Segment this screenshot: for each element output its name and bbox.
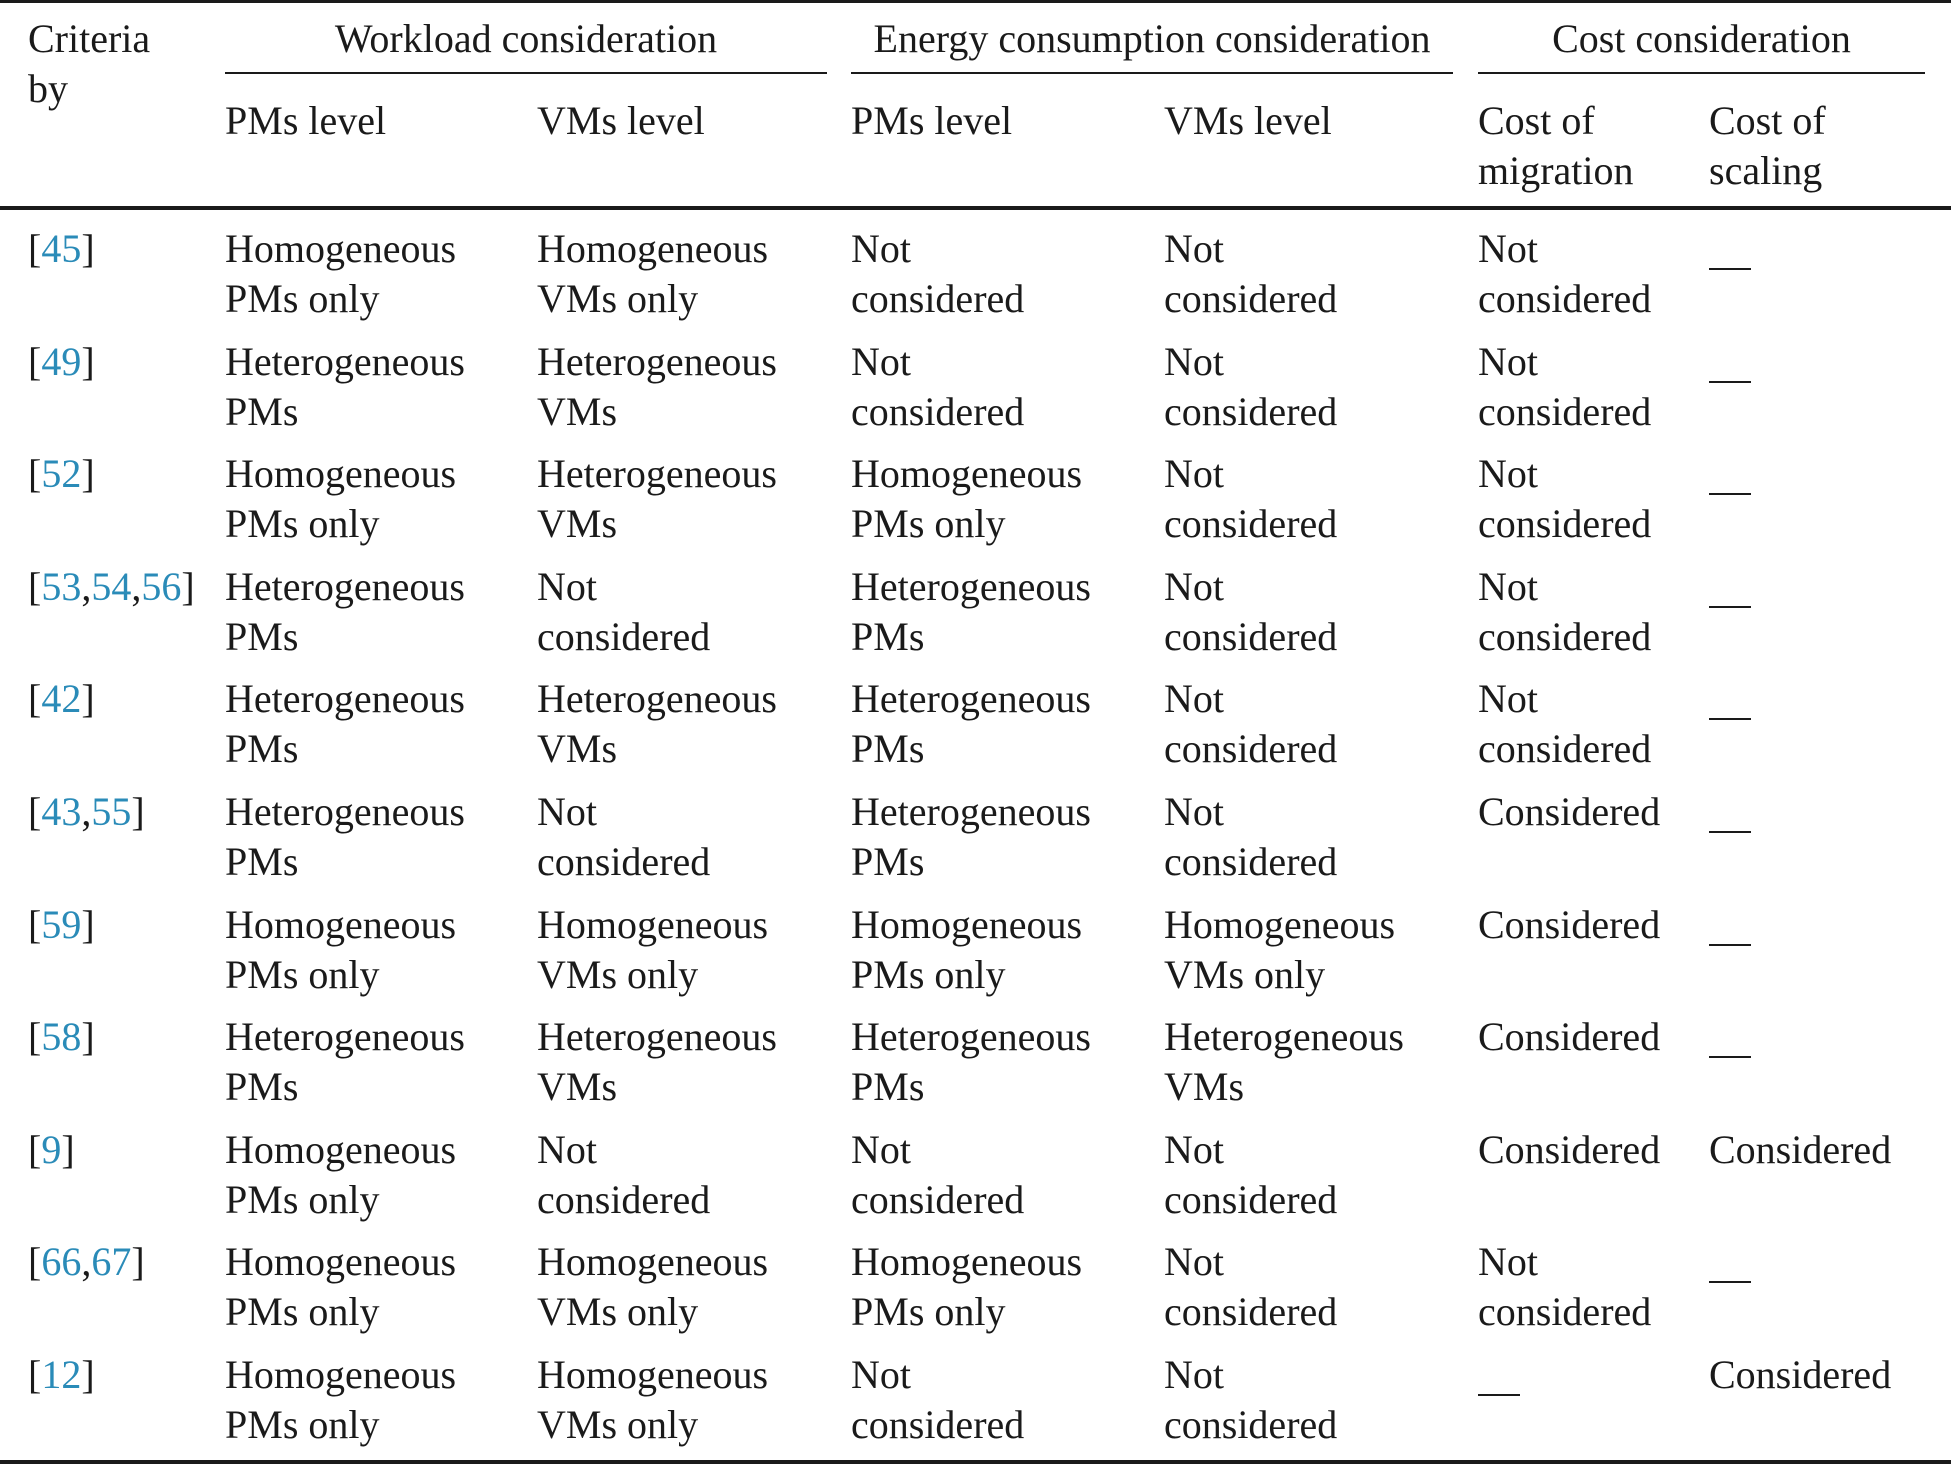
citation-punctuation: [ [28, 1239, 42, 1284]
group-rule-workload [225, 72, 827, 74]
cell-cost-migration: Considered [1478, 789, 1661, 834]
cell-cost-migration: Not considered [1478, 564, 1652, 659]
cell-workload-pms: Heterogeneous PMs [225, 564, 465, 659]
cell-workload-pms: Homogeneous PMs only [225, 1352, 457, 1447]
citation-link[interactable]: 45 [41, 226, 82, 271]
citation-link[interactable]: 55 [91, 789, 132, 834]
citation-link[interactable]: 56 [141, 564, 182, 609]
cell-energy-vms: Not considered [1164, 339, 1338, 434]
citation-punctuation: ] [81, 1352, 95, 1397]
citation-punctuation: , [81, 564, 92, 609]
cell-workload-pms: Homogeneous PMs only [225, 902, 457, 997]
cell-cost-migration: Not considered [1478, 1239, 1652, 1334]
citation-link[interactable]: 9 [41, 1127, 62, 1172]
cell-energy-vms: Not considered [1164, 226, 1338, 321]
group-rule-cost [1478, 72, 1925, 74]
citation-link[interactable]: 53 [41, 564, 82, 609]
cell-energy-pms: Not considered [851, 1127, 1025, 1222]
table-header-rule [0, 206, 1951, 210]
cell-workload-pms: Heterogeneous PMs [225, 789, 465, 884]
row-references [28, 900, 95, 950]
citation-punctuation: ] [81, 226, 95, 271]
cell-workload-vms: Heterogeneous VMs [537, 451, 777, 546]
group-header-energy: Energy consumption consideration [873, 16, 1431, 61]
citation-punctuation: [ [28, 902, 42, 947]
cell-workload-pms: Homogeneous PMs only [225, 451, 457, 546]
citation-link[interactable]: 49 [41, 339, 82, 384]
citation-punctuation: [ [28, 789, 42, 834]
cell-workload-vms: Homogeneous VMs only [537, 1352, 769, 1447]
cell-workload-pms: Homogeneous PMs only [225, 1239, 457, 1334]
citation-link[interactable]: 52 [41, 451, 82, 496]
subheader-cost-scaling: Cost of scaling [1709, 98, 1826, 193]
cell-cost-scaling-dash [1709, 381, 1751, 383]
cell-workload-vms: Homogeneous VMs only [537, 902, 769, 997]
cell-cost-scaling-dash [1709, 493, 1751, 495]
cell-energy-pms: Heterogeneous PMs [851, 789, 1091, 884]
cell-workload-pms: Homogeneous PMs only [225, 226, 457, 321]
citation-link[interactable]: 67 [91, 1239, 132, 1284]
cell-workload-pms: Homogeneous PMs only [225, 1127, 457, 1222]
subheader-energy-vms: VMs level [1164, 98, 1332, 143]
row-references [28, 1012, 95, 1062]
citation-link[interactable]: 58 [41, 1014, 82, 1059]
citation-link[interactable]: 42 [41, 676, 82, 721]
cell-workload-vms: Homogeneous VMs only [537, 226, 769, 321]
cell-energy-vms: Not considered [1164, 1352, 1338, 1447]
cell-workload-vms: Not considered [537, 564, 711, 659]
cell-energy-vms: Not considered [1164, 789, 1338, 884]
cell-cost-migration: Considered [1478, 1014, 1661, 1059]
cell-energy-vms: Not considered [1164, 451, 1338, 546]
cell-workload-vms: Heterogeneous VMs [537, 1014, 777, 1109]
cell-energy-vms: Homogeneous VMs only [1164, 902, 1396, 997]
cell-cost-migration: Considered [1478, 902, 1661, 947]
citation-punctuation: ] [131, 789, 145, 834]
citation-punctuation: ] [81, 902, 95, 947]
citation-punctuation: ] [61, 1127, 75, 1172]
row-references [28, 787, 145, 837]
cell-cost-scaling-dash [1709, 831, 1751, 833]
cell-cost-migration: Not considered [1478, 226, 1652, 321]
subheader-workload-vms: VMs level [537, 98, 705, 143]
citation-punctuation: ] [81, 1014, 95, 1059]
citation-punctuation: [ [28, 451, 42, 496]
cell-workload-vms: Not considered [537, 1127, 711, 1222]
citation-link[interactable]: 59 [41, 902, 82, 947]
row-references [28, 1125, 75, 1175]
cell-workload-vms: Not considered [537, 789, 711, 884]
subheader-workload-pms: PMs level [225, 98, 387, 143]
row-references [28, 562, 195, 612]
citation-punctuation: , [81, 789, 92, 834]
cell-cost-migration: Not considered [1478, 451, 1652, 546]
header-criteria: Criteria by [28, 16, 151, 111]
cell-cost-migration: Not considered [1478, 339, 1652, 434]
subheader-cost-migration: Cost of migration [1478, 98, 1634, 193]
group-rule-energy [851, 72, 1453, 74]
citation-link[interactable]: 12 [41, 1352, 82, 1397]
subheader-energy-pms: PMs level [851, 98, 1013, 143]
row-references [28, 449, 95, 499]
citation-punctuation: [ [28, 676, 42, 721]
cell-cost-scaling-dash [1709, 718, 1751, 720]
citation-punctuation: ] [81, 451, 95, 496]
cell-cost-migration-dash [1478, 1394, 1520, 1396]
cell-energy-pms: Heterogeneous PMs [851, 676, 1091, 771]
cell-workload-vms: Heterogeneous VMs [537, 339, 777, 434]
row-references [28, 337, 95, 387]
cell-energy-pms: Homogeneous PMs only [851, 1239, 1083, 1334]
citation-punctuation: [ [28, 339, 42, 384]
citation-punctuation: ] [181, 564, 195, 609]
cell-energy-pms: Heterogeneous PMs [851, 1014, 1091, 1109]
cell-cost-scaling-dash [1709, 268, 1751, 270]
cell-energy-pms: Not considered [851, 1352, 1025, 1447]
row-references [28, 1350, 95, 1400]
cell-energy-pms: Heterogeneous PMs [851, 564, 1091, 659]
cell-cost-scaling-dash [1709, 944, 1751, 946]
group-header-workload: Workload consideration [334, 16, 718, 61]
cell-workload-pms: Heterogeneous PMs [225, 339, 465, 434]
row-references [28, 1237, 145, 1287]
cell-workload-vms: Heterogeneous VMs [537, 676, 777, 771]
group-header-cost: Cost consideration [1552, 16, 1851, 61]
citation-punctuation: , [131, 564, 142, 609]
citation-link[interactable]: 43 [41, 789, 82, 834]
row-references [28, 224, 95, 274]
cell-cost-migration: Not considered [1478, 676, 1652, 771]
citation-punctuation: [ [28, 564, 42, 609]
cell-workload-pms: Heterogeneous PMs [225, 1014, 465, 1109]
cell-cost-migration: Considered [1478, 1127, 1661, 1172]
cell-energy-vms: Heterogeneous VMs [1164, 1014, 1404, 1109]
cell-cost-scaling-dash [1709, 1281, 1751, 1283]
cell-energy-pms: Homogeneous PMs only [851, 902, 1083, 997]
cell-cost-scaling: Considered [1709, 1127, 1892, 1172]
citation-link[interactable]: 66 [41, 1239, 82, 1284]
cell-cost-scaling-dash [1709, 606, 1751, 608]
table-top-rule [0, 0, 1951, 3]
citation-punctuation: ] [131, 1239, 145, 1284]
table-bottom-rule [0, 1460, 1951, 1464]
citation-link[interactable]: 54 [91, 564, 132, 609]
cell-energy-vms: Not considered [1164, 1239, 1338, 1334]
citation-punctuation: , [81, 1239, 92, 1284]
cell-workload-pms: Heterogeneous PMs [225, 676, 465, 771]
cell-energy-pms: Not considered [851, 339, 1025, 434]
cell-workload-vms: Homogeneous VMs only [537, 1239, 769, 1334]
citation-punctuation: ] [81, 339, 95, 384]
cell-energy-vms: Not considered [1164, 564, 1338, 659]
citation-punctuation: [ [28, 1127, 42, 1172]
cell-energy-pms: Homogeneous PMs only [851, 451, 1083, 546]
citation-punctuation: ] [81, 676, 95, 721]
citation-punctuation: [ [28, 1014, 42, 1059]
citation-punctuation: [ [28, 1352, 42, 1397]
cell-energy-vms: Not considered [1164, 1127, 1338, 1222]
cell-energy-pms: Not considered [851, 226, 1025, 321]
cell-cost-scaling-dash [1709, 1056, 1751, 1058]
row-references [28, 674, 95, 724]
citation-punctuation: [ [28, 226, 42, 271]
cell-cost-scaling: Considered [1709, 1352, 1892, 1397]
cell-energy-vms: Not considered [1164, 676, 1338, 771]
